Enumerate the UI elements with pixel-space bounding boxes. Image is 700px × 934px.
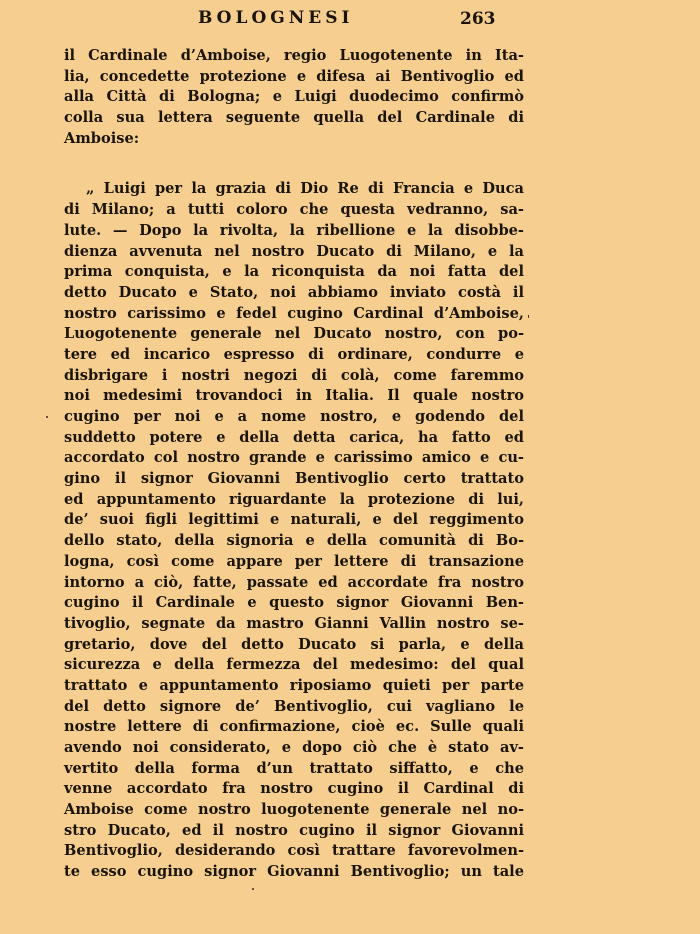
text-line: noi medesimi trovandoci in Italia. Il quale nostro [64, 387, 524, 405]
text-line: Amboise: [64, 129, 140, 147]
text-line: nostre lettere di confirmazione, cioè ec. Sulle quali [64, 718, 524, 736]
body-text [64, 46, 524, 883]
text-line: stro Ducato, ed il nostro cugino il signor Giovanni [64, 821, 524, 839]
text-line: ed appuntamento riguardante la protezione di lui, [64, 490, 524, 508]
text-line: dienza avvenuta nel nostro Ducato di Milano, e la [64, 242, 524, 260]
text-line: accordato col nostro grande e carissimo amico e cu- [64, 449, 524, 467]
text-line: disbrigare i nostri negozi di colà, come faremmo [64, 366, 524, 384]
paragraph-letter [64, 179, 524, 882]
text-line: dello stato, della signoria e della comunità di Bo- [64, 532, 524, 550]
print-speck [46, 416, 48, 418]
text-line: gino il signor Giovanni Bentivoglio certo trattato [64, 470, 524, 488]
text-line: cugino per noi e a nome nostro, e godendo del [64, 408, 524, 425]
text-line: te esso cugino signor Giovanni Bentivoglio; un tale [64, 863, 524, 881]
text-line: lute. — Dopo la rivolta, la ribellione e la disobbe- [64, 221, 524, 239]
print-speck [252, 888, 254, 890]
text-line: logna, così come appare per lettere di transazione [64, 552, 524, 570]
paragraph-intro [64, 46, 524, 149]
text-line: Luogotenente generale nel Ducato nostro, con po- [64, 325, 524, 343]
text-line: avendo noi considerato, e dopo ciò che è stato av- [64, 739, 524, 756]
text-line: del detto signore de’ Bentivoglio, cui vagliano le [64, 697, 524, 715]
text-line: alla Città di Bologna; e Luigi duodecimo confirmò [64, 88, 524, 106]
text-line: intorno a ciò, fatte, passate ed accordate fra nostro [64, 573, 524, 591]
text-line: tivoglio, segnate da mastro Gianni Vallin nostro se- [64, 614, 524, 632]
text-line: detto Ducato e Stato, noi abbiamo inviato costà il [64, 283, 524, 301]
text-line: gretario, dove del detto Ducato si parla, e della [64, 635, 524, 653]
text-line: nostro carissimo e fedel cugino Cardinal d’Amboise, [64, 304, 524, 322]
text-line: Bentivoglio, desiderando così trattare favorevolmen- [64, 842, 524, 860]
text-line: suddetto potere e della detta carica, ha fatto ed [64, 428, 524, 446]
text-line: cugino il Cardinale e questo signor Giovanni Ben- [64, 594, 524, 612]
text-line: di Milano; a tutti coloro che questa vedranno, sa- [64, 201, 524, 219]
text-line: lia, concedette protezione e difesa ai Bentivoglio ed [64, 67, 524, 85]
text-line: de’ suoi figli legittimi e naturali, e del reggimento [64, 511, 524, 529]
text-line: trattato e appuntamento riposiamo quieti per parte [64, 676, 524, 694]
text-line: il Cardinale d’Amboise, regio Luogotenente in Ita- [64, 47, 524, 64]
page-number: 263 [460, 9, 496, 29]
text-line: Amboise come nostro luogotenente generale nel no- [64, 801, 524, 819]
running-title: BOLOGNESI [198, 8, 354, 28]
print-speck [528, 315, 529, 318]
text-line: tere ed incarico espresso di ordinare, condurre e [64, 345, 524, 363]
text-line: „ Luigi per la grazia di Dio Re di Francia e Duca [86, 180, 524, 198]
text-line: vertito della forma d’un trattato siffatto, e che [64, 759, 524, 777]
running-header [0, 8, 700, 32]
text-line: sicurezza e della fermezza del medesimo: del qual [64, 656, 524, 674]
text-line: prima conquista, e la riconquista da noi fatta del [64, 263, 524, 281]
paragraph-gap [64, 149, 524, 179]
text-line: venne accordato fra nostro cugino il Cardinal di [64, 780, 524, 798]
text-line: colla sua lettera seguente quella del Cardinale di [64, 109, 524, 127]
